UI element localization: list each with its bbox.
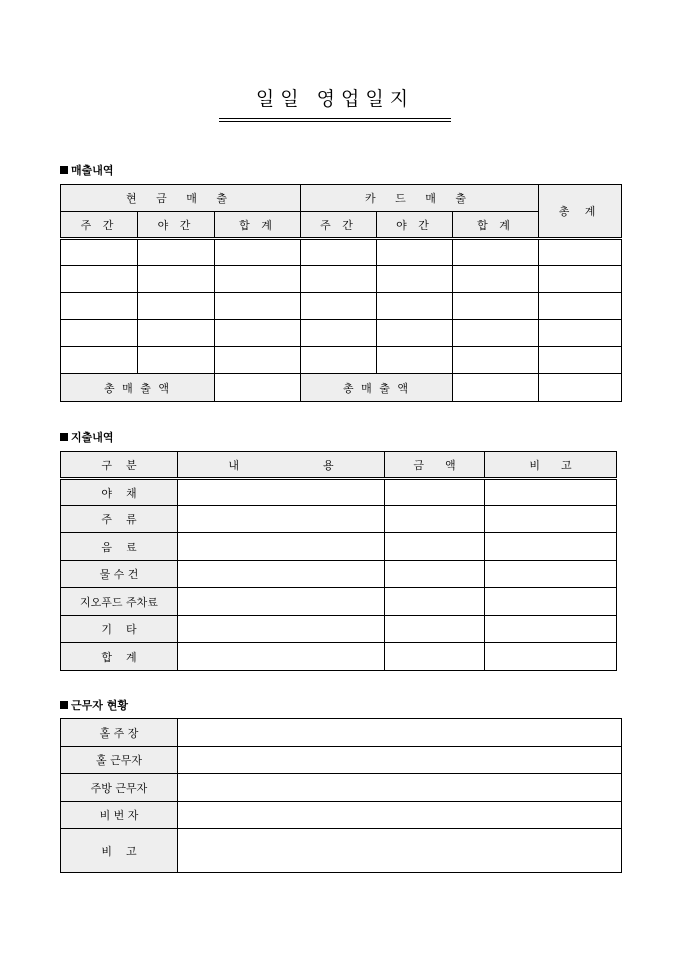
square-bullet-icon <box>60 166 68 174</box>
cash-subtotal-cell[interactable] <box>215 293 301 320</box>
sales-entry-row <box>61 266 622 293</box>
square-bullet-icon <box>60 433 68 441</box>
card-day-cell[interactable] <box>301 266 377 293</box>
staff-row-label: 홀 근무자 <box>61 747 178 774</box>
cash-subtotal-cell[interactable] <box>215 347 301 374</box>
card-night-cell[interactable] <box>377 293 453 320</box>
cash-day-cell[interactable] <box>61 293 138 320</box>
title-double-underline <box>219 118 451 122</box>
cash-day-cell[interactable] <box>61 320 138 347</box>
staff-row-off-duty <box>61 802 622 829</box>
staff-value-cell[interactable] <box>178 829 622 873</box>
expense-row-beverages <box>61 533 617 561</box>
expense-note-cell[interactable] <box>485 506 617 533</box>
staff-row-hall-manager <box>61 719 622 747</box>
grand-total-cell[interactable] <box>539 347 622 374</box>
grand-total-header: 총 계 <box>539 185 622 239</box>
expense-content-cell[interactable] <box>178 506 385 533</box>
document-title: 일일 영업일지 <box>255 88 415 110</box>
staff-value-cell[interactable] <box>178 774 622 802</box>
expense-content-cell[interactable] <box>178 533 385 561</box>
card-sales-header: 카 드 매 출 <box>301 185 539 212</box>
document-title-block <box>219 84 451 122</box>
card-day-cell[interactable] <box>301 293 377 320</box>
expense-amount-cell[interactable] <box>385 561 485 588</box>
expense-content-cell[interactable] <box>178 479 385 506</box>
card-night-cell[interactable] <box>377 239 453 266</box>
grand-total-cell[interactable] <box>539 320 622 347</box>
cash-day-cell[interactable] <box>61 266 138 293</box>
sales-entry-row <box>61 239 622 266</box>
cash-sales-header: 현 금 매 출 <box>61 185 301 212</box>
expense-amount-cell[interactable] <box>385 533 485 561</box>
expenses-section-title: 지출내역 <box>71 431 114 444</box>
expense-row-label: 음 료 <box>61 533 178 561</box>
expense-note-cell[interactable] <box>485 533 617 561</box>
staff-table <box>60 718 622 873</box>
cash-night-header: 야 간 <box>138 212 215 239</box>
cash-total-sales-label: 총 매 출 액 <box>61 374 215 402</box>
staff-row-notes <box>61 829 622 873</box>
expense-row-label: 기 타 <box>61 616 178 643</box>
card-subtotal-cell[interactable] <box>453 293 539 320</box>
card-day-cell[interactable] <box>301 347 377 374</box>
overall-total-sales-value[interactable] <box>539 374 622 402</box>
expenses-table <box>60 451 617 671</box>
expense-row-label: 물 수 건 <box>61 561 178 588</box>
expense-note-cell[interactable] <box>485 616 617 643</box>
card-subtotal-header: 합 계 <box>453 212 539 239</box>
staff-row-label: 비 번 자 <box>61 802 178 829</box>
sales-entry-row <box>61 320 622 347</box>
expense-note-cell[interactable] <box>485 561 617 588</box>
staff-row-hall-staff <box>61 747 622 774</box>
staff-section-title: 근무자 현황 <box>71 699 128 712</box>
expense-row-wet-towels <box>61 561 617 588</box>
sales-total-row <box>61 374 622 402</box>
cash-subtotal-header: 합 계 <box>215 212 301 239</box>
expense-row-label: 지오푸드 주차료 <box>61 588 178 616</box>
expense-row-parking <box>61 588 617 616</box>
expense-content-cell[interactable] <box>178 561 385 588</box>
staff-value-cell[interactable] <box>178 719 622 747</box>
expense-category-header: 구 분 <box>61 452 178 479</box>
expense-row-vegetables <box>61 479 617 506</box>
staff-value-cell[interactable] <box>178 802 622 829</box>
sales-entry-row <box>61 293 622 320</box>
expense-content-cell[interactable] <box>178 616 385 643</box>
card-subtotal-cell[interactable] <box>453 266 539 293</box>
staff-section-heading <box>60 699 128 713</box>
expense-amount-cell[interactable] <box>385 506 485 533</box>
card-night-cell[interactable] <box>377 347 453 374</box>
expense-row-label: 합 계 <box>61 643 178 671</box>
square-bullet-icon <box>60 701 68 709</box>
card-night-header: 야 간 <box>377 212 453 239</box>
cash-night-cell[interactable] <box>138 320 215 347</box>
sales-entry-row <box>61 347 622 374</box>
cash-subtotal-cell[interactable] <box>215 266 301 293</box>
expense-note-header: 비 고 <box>485 452 617 479</box>
staff-row-label: 홀 주 장 <box>61 719 178 747</box>
sales-table <box>60 184 622 402</box>
expense-note-cell[interactable] <box>485 588 617 616</box>
cash-night-cell[interactable] <box>138 239 215 266</box>
expense-amount-cell[interactable] <box>385 643 485 671</box>
cash-day-cell[interactable] <box>61 347 138 374</box>
staff-value-cell[interactable] <box>178 747 622 774</box>
cash-night-cell[interactable] <box>138 266 215 293</box>
sales-section-heading <box>60 164 114 178</box>
expense-content-cell[interactable] <box>178 643 385 671</box>
card-total-sales-label: 총 매 출 액 <box>301 374 453 402</box>
expense-note-cell[interactable] <box>485 643 617 671</box>
expense-content-cell[interactable] <box>178 588 385 616</box>
expense-row-liquor <box>61 506 617 533</box>
expense-content-header: 내 용 <box>178 452 385 479</box>
card-night-cell[interactable] <box>377 266 453 293</box>
expense-amount-cell[interactable] <box>385 479 485 506</box>
grand-total-cell[interactable] <box>539 293 622 320</box>
expense-row-total <box>61 643 617 671</box>
cash-subtotal-cell[interactable] <box>215 239 301 266</box>
expense-amount-cell[interactable] <box>385 588 485 616</box>
expense-row-label: 야 채 <box>61 479 178 506</box>
expense-note-cell[interactable] <box>485 479 617 506</box>
expense-amount-cell[interactable] <box>385 616 485 643</box>
expense-amount-header: 금 액 <box>385 452 485 479</box>
grand-total-cell[interactable] <box>539 266 622 293</box>
sales-section-title: 매출내역 <box>71 164 114 177</box>
expenses-section-heading <box>60 431 114 445</box>
expense-row-other <box>61 616 617 643</box>
grand-total-cell[interactable] <box>539 239 622 266</box>
cash-day-header: 주 간 <box>61 212 138 239</box>
card-day-cell[interactable] <box>301 320 377 347</box>
staff-row-label: 비 고 <box>61 829 178 873</box>
card-subtotal-cell[interactable] <box>453 347 539 374</box>
cash-subtotal-cell[interactable] <box>215 320 301 347</box>
card-subtotal-cell[interactable] <box>453 239 539 266</box>
staff-row-label: 주방 근무자 <box>61 774 178 802</box>
expense-row-label: 주 류 <box>61 506 178 533</box>
card-subtotal-cell[interactable] <box>453 320 539 347</box>
cash-night-cell[interactable] <box>138 293 215 320</box>
card-day-cell[interactable] <box>301 239 377 266</box>
cash-total-sales-value[interactable] <box>215 374 301 402</box>
staff-row-kitchen-staff <box>61 774 622 802</box>
card-total-sales-value[interactable] <box>453 374 539 402</box>
cash-day-cell[interactable] <box>61 239 138 266</box>
card-night-cell[interactable] <box>377 320 453 347</box>
cash-night-cell[interactable] <box>138 347 215 374</box>
card-day-header: 주 간 <box>301 212 377 239</box>
